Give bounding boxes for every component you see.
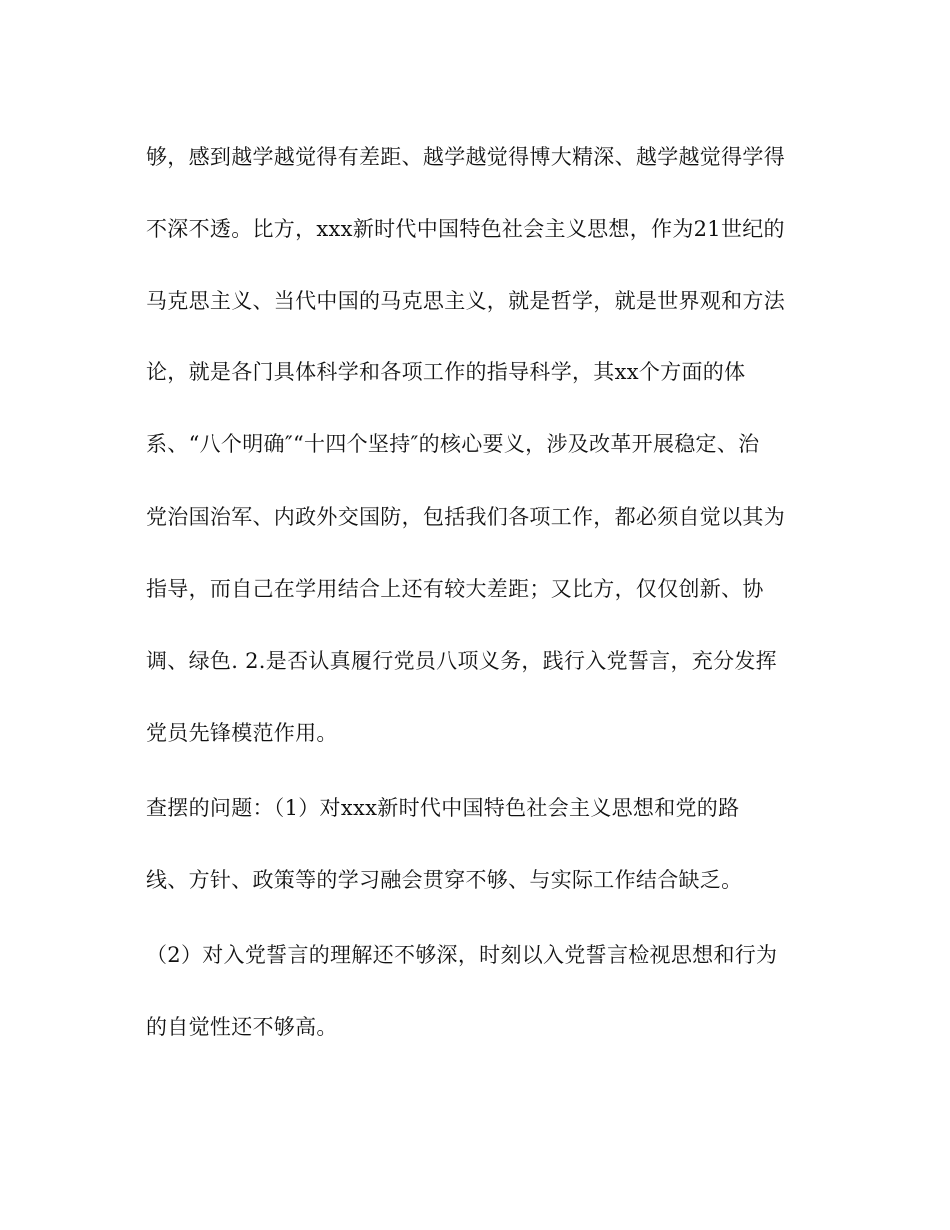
text-line: 线、方针、政策等的学习融会贯穿不够、与实际工作结合缺乏。 xyxy=(146,868,743,892)
text-line: 系、“八个明确″“十四个坚持″的核心要义，涉及改革开展稳定、治 xyxy=(146,432,760,456)
text-line: 不深不透。比方，xxx新时代中国特色社会主义思想，作为21世纪的 xyxy=(146,217,785,241)
text-line: 调、绿色. 2.是否认真履行党员八项义务，践行入党誓言，充分发挥 xyxy=(146,649,777,673)
text-line: 的自觉性还不够高。 xyxy=(146,1015,338,1039)
text-line: 论，就是各门具体科学和各项工作的指导科学，其xx个方面的体 xyxy=(146,360,746,384)
text-line: 党治国治军、内政外交国防，包括我们各项工作，都必须自觉以其为 xyxy=(146,505,785,529)
text-line: 够，感到越学越觉得有差距、越学越觉得博大精深、越学越觉得学得 xyxy=(146,145,785,169)
text-line: （2）对入党誓言的理解还不够深，时刻以入党誓言检视思想和行为 xyxy=(146,943,778,967)
text-line: 党员先锋模范作用。 xyxy=(146,721,338,745)
text-line: 马克思主义、当代中国的马克思主义，就是哲学，就是世界观和方法 xyxy=(146,289,785,313)
text-line: 查摆的问题：（1）对xxx新时代中国特色社会主义思想和党的路 xyxy=(146,796,740,820)
text-line: 指导，而自己在学用结合上还有较大差距；又比方，仅仅创新、协 xyxy=(146,577,764,601)
